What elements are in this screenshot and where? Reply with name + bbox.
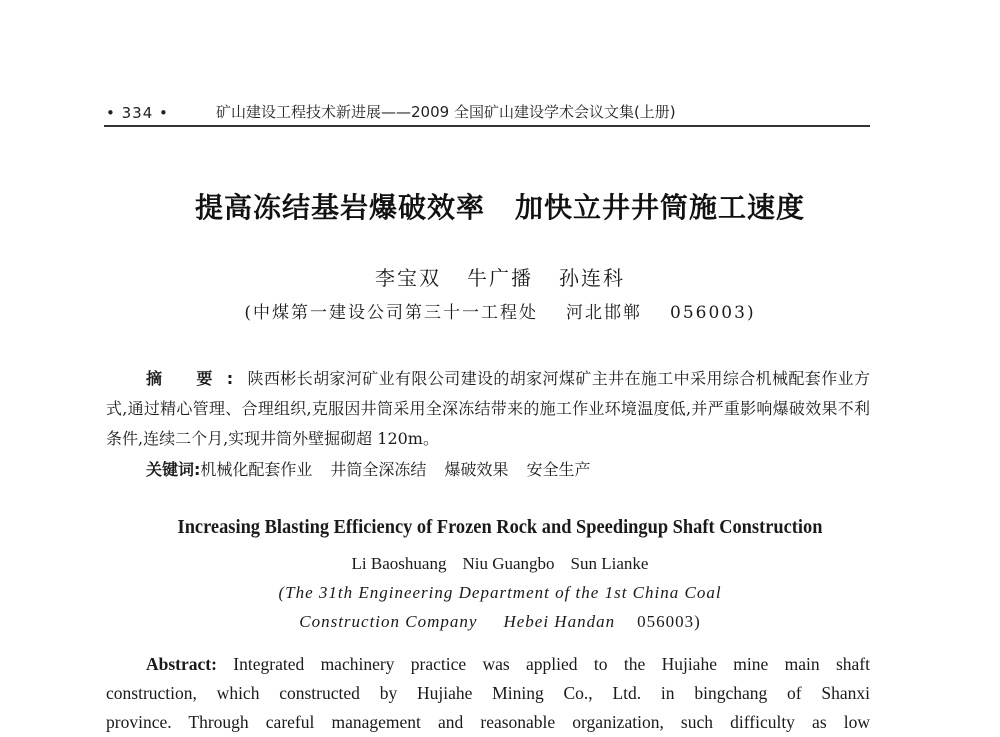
- author-cn: 李宝双: [375, 266, 441, 290]
- keywords-chinese: [146, 455, 870, 485]
- affiliation-cn-org: (中煤第一建设公司第三十一工程处: [244, 303, 539, 323]
- keyword: 机械化配套作业: [200, 460, 313, 479]
- paper-title-english: Increasing Blasting Efficiency of Frozen Rock and Speedingup Shaft Construction: [177, 516, 823, 538]
- abstract-en-line: Abstract: Integrated machinery practice was applied to the Hujiahe mine main shaft: [146, 654, 870, 674]
- author-en: Li Baoshuang: [351, 554, 447, 573]
- title-cn-part2: 加快立井井筒施工速度: [515, 191, 806, 224]
- abstract-english: [106, 650, 870, 737]
- author-en: Niu Guangbo: [462, 554, 555, 573]
- keyword: 井筒全深冻结: [330, 460, 427, 479]
- abstract-en-line: construction, which constructed by Hujiahe Mining Co., Ltd. in bingchang of Shanxi: [106, 683, 870, 703]
- abstract-cn-text: 陕西彬长胡家河矿业有限公司建设的胡家河煤矿主井在施工中采用综合机械配套作业方式,通过精心管理、合理组织,克服因井筒采用全深冻结带来的施工作业环境温度低,并严重影响爆破效果不利条件,连续二个月,实现井筒外壁掘砌超 120m。: [106, 369, 870, 448]
- abstract-en-line: province. Through careful management and reasonable organization, such difficulty as low: [106, 712, 870, 732]
- affiliation-english-line2: [0, 612, 1000, 632]
- header-rule: [104, 125, 870, 127]
- abstract-en-label: Abstract:: [146, 654, 217, 674]
- abstract-cn-label: 摘 要:: [146, 369, 248, 388]
- affiliation-cn-place: 河北邯郸: [566, 303, 643, 323]
- paper-title-chinese: [0, 186, 1000, 226]
- keyword: 爆破效果: [444, 460, 509, 479]
- affiliation-cn-zip: 056003): [670, 303, 756, 323]
- running-header: [106, 96, 870, 122]
- abstract-chinese: [106, 364, 870, 454]
- affiliation-en-zip: 056003): [637, 612, 701, 631]
- book-title: 矿山建设工程技术新进展——2009 全国矿山建设学术会议文集(上册): [216, 103, 676, 121]
- keyword: 安全生产: [526, 460, 591, 479]
- author-cn: 牛广播: [467, 266, 533, 290]
- affiliation-en-org: Construction Company: [299, 612, 478, 631]
- author-cn: 孙连科: [559, 266, 625, 290]
- keywords-cn-label: 关键词:: [146, 460, 201, 479]
- affiliation-en-place: Hebei Handan: [503, 612, 616, 631]
- authors-english: [0, 554, 1000, 574]
- author-en: Sun Lianke: [570, 554, 649, 573]
- affiliation-chinese: [0, 298, 1000, 323]
- title-cn-part1: 提高冻结基岩爆破效率: [194, 191, 485, 224]
- page-number: • 334 •: [106, 104, 169, 122]
- authors-chinese: [0, 262, 1000, 291]
- affiliation-english-line1: (The 31th Engineering Department of the 1st China Coal: [278, 583, 722, 602]
